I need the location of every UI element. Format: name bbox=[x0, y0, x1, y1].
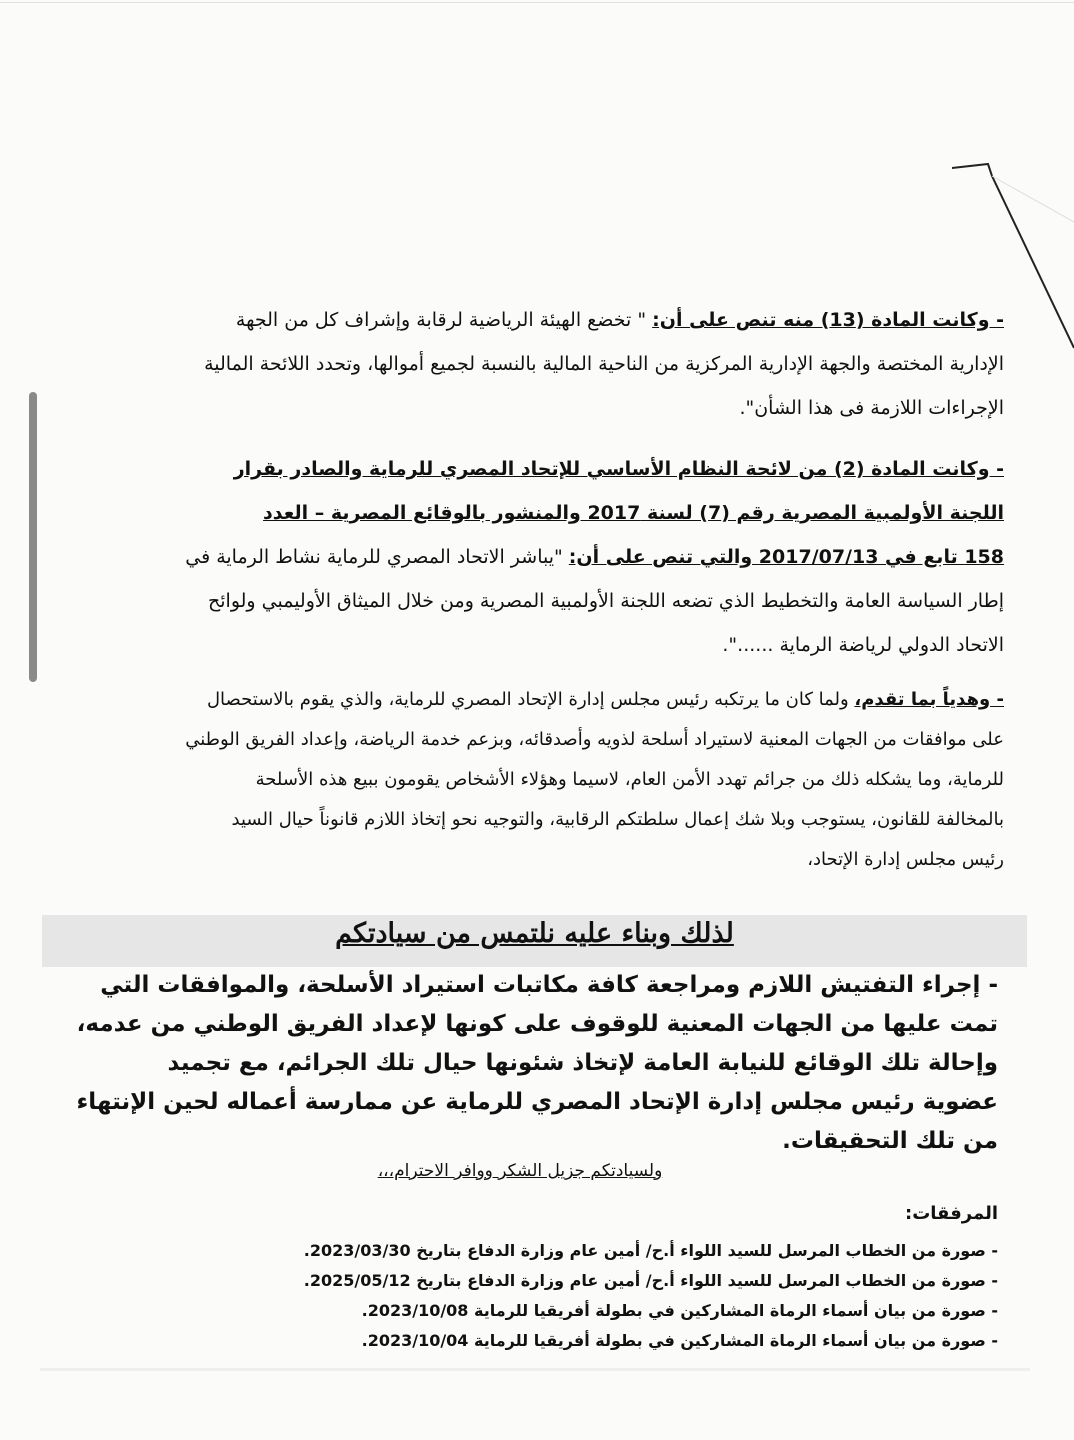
scrollbar-thumb[interactable] bbox=[29, 392, 37, 682]
allegation-text: ولما كان ما يرتكبه رئيس مجلس إدارة الإتحاد المصري للرماية، والذي يقوم بالاستحصال bbox=[206, 689, 855, 710]
article-2-text: "يباشر الاتحاد المصري للرماية نشاط الرماية في bbox=[185, 546, 569, 568]
allegation-line-5: رئيس مجلس إدارة الإتحاد، bbox=[807, 849, 1004, 870]
article-13-line-3: الإجراءات اللازمة فى هذا الشأن". bbox=[739, 397, 1004, 419]
request-line-3: وإحالة تلك الوقائع للنيابة العامة لإتخاذ شئونها حيال تلك الجرائم، مع تجميد bbox=[167, 1050, 998, 1076]
article-2-lead: 158 تابع في 2017/07/13 والتي تنص على أن: bbox=[568, 546, 1004, 568]
attachment-item: - صورة من الخطاب المرسل للسيد اللواء أ.ح/ أمين عام وزارة الدفاع بتاريخ 2025/05/12. bbox=[303, 1271, 998, 1290]
article-2-line-2: اللجنة الأولمبية المصرية رقم (7) لسنة 2017 والمنشور بالوقائع المصرية – العدد bbox=[263, 502, 1004, 524]
request-line-4: عضوية رئيس مجلس إدارة الإتحاد المصري للرماية عن ممارسة أعماله لحين الإنتهاء bbox=[76, 1089, 998, 1115]
article-13-paragraph bbox=[54, 298, 1004, 430]
request-line-2: تمت عليها من الجهات المعنية للوقوف على كونها لإعداد الفريق الوطني من عدمه، bbox=[76, 1011, 998, 1037]
allegation-lead: - وهدياً بما تقدم، bbox=[854, 689, 1004, 710]
article-2-paragraph bbox=[54, 447, 1004, 667]
page-bottom-edge bbox=[40, 1368, 1030, 1371]
article-2-line-5: الاتحاد الدولي لرياضة الرماية ......". bbox=[722, 634, 1004, 656]
closing-salutation: ولسيادتكم جزيل الشكر ووافر الاحترام،،، bbox=[377, 1161, 663, 1181]
article-13-lead: - وكانت المادة (13) منه تنص على أن: bbox=[652, 309, 1004, 331]
allegation-line-4: بالمخالفة للقانون، يستوجب وبلا شك إعمال سلطتكم الرقابية، والتوجيه نحو إتخاذ اللازم قانوناً حيال السيد bbox=[231, 809, 1004, 830]
article-13-line-2: الإدارية المختصة والجهة الإدارية المركزية من الناحية المالية بالنسبة لجميع أموالها، وتحدد اللائحة المالية bbox=[204, 353, 1004, 375]
allegation-line-2: على موافقات من الجهات المعنية لاستيراد أسلحة لذويه وأصدقائه، وبزعم خدمة الرياضة، وإعداد الفريق الوطني bbox=[185, 729, 1004, 750]
attachment-item: - صورة من بيان أسماء الرماة المشاركين في بطولة أفريقيا للرماية 2023/10/04. bbox=[361, 1331, 998, 1350]
attachment-item: - صورة من الخطاب المرسل للسيد اللواء أ.ح/ أمين عام وزارة الدفاع بتاريخ 2023/03/30. bbox=[303, 1241, 998, 1260]
attachments-title: المرفقات: bbox=[905, 1203, 998, 1224]
attachment-item: - صورة من بيان أسماء الرماة المشاركين في بطولة أفريقيا للرماية 2023/10/08. bbox=[361, 1301, 998, 1320]
article-13-text: " تخضع الهيئة الرياضية لرقابة وإشراف كل من الجهة bbox=[235, 309, 653, 331]
request-heading-text: لذلك وبناء عليه نلتمس من سيادتكم bbox=[335, 918, 734, 949]
request-line-1: - إجراء التفتيش اللازم ومراجعة كافة مكاتبات استيراد الأسلحة، والموافقات التي bbox=[100, 972, 998, 998]
request-line-5: من تلك التحقيقات. bbox=[782, 1128, 998, 1154]
allegation-paragraph bbox=[54, 680, 1004, 880]
top-divider bbox=[0, 2, 1074, 3]
request-paragraph bbox=[38, 966, 998, 1161]
allegation-line-3: للرماية، وما يشكله ذلك من جرائم تهدد الأمن العام، لاسيما وهؤلاء الأشخاص يقومون ببيع هذه الأسلحة bbox=[255, 769, 1004, 790]
article-2-line-1: - وكانت المادة (2) من لائحة النظام الأساسي للإتحاد المصري للرماية والصادر بقرار bbox=[233, 458, 1004, 480]
request-heading bbox=[42, 918, 1027, 949]
article-2-line-4: إطار السياسة العامة والتخطيط الذي تضعه اللجنة الأولمبية المصرية ومن خلال الميثاق الأوليمبي ولوائح bbox=[207, 590, 1004, 612]
attachments-list bbox=[98, 1236, 998, 1356]
